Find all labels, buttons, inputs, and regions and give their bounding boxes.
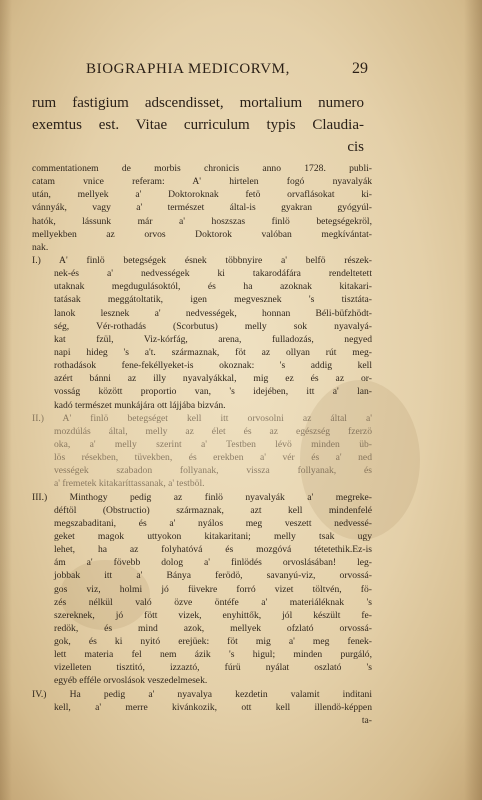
body-line: catam vnice referam: A' hirtelen fogó nyavalyák <box>32 176 372 188</box>
page-right-edge <box>464 0 482 800</box>
body-line: szereknek, jó fött vizek, enyhittők, jól készült fe- <box>54 609 372 621</box>
body-line: kadó természet munkájára ott lájjába bizván. <box>54 399 226 411</box>
body-line: hatók, lássunk már a' hoszszas finlö betegségekröl, <box>32 215 372 227</box>
body-line: azért bánni az illy nyavalyákkal, mig ez és az or- <box>54 373 372 385</box>
body-line: tatásak meggátoltatik, igen megvesznek 's tisztáta- <box>54 294 372 306</box>
body-line: vánnyák, vagy a' természet által-is gyakran gyógyúl- <box>32 202 372 214</box>
body-line: lös résekben, tüvekben, és erekben a' vér és a' ned <box>54 452 372 464</box>
body-line: vosság között proportio van, 's idejében, itt a' lan- <box>54 386 372 398</box>
page-number: 29 <box>352 60 368 77</box>
body-line: után, mellyek a' Doktoroknak fetö orvaflásokat ki- <box>32 189 372 201</box>
body-line: kat fzül, Viz-kórfág, arena, fulladozás, negyed <box>54 333 372 345</box>
running-head-title: BIOGRAPHIA MEDICORVM, <box>86 61 290 77</box>
latin-text-block <box>32 92 364 158</box>
body-line: nek-és a' nedvességek ki takarodáfára rendeltetett <box>54 268 372 280</box>
body-line: gos viz, holmi jó füvekre forró vizet töltvén, fö- <box>54 583 372 595</box>
hungarian-text-block <box>32 162 372 727</box>
latin-line: exemtus est. Vitae curriculum typis Claudia- <box>32 117 364 133</box>
body-line: III.) Minthogy pedig az finlö nyavalyák a' megreke- <box>32 491 372 503</box>
body-line: kell, a' merre kivánkozik, ott kell illendö-képpen <box>54 701 372 713</box>
body-line: zés nélkül való özve öntéfe a' materiáléknak 's <box>54 596 372 608</box>
latin-line: rum fastigium adscendisset, mortalium numero <box>32 95 364 111</box>
body-line: utaknak megdugulásoktól, és ha azoknak kitakari- <box>54 281 372 293</box>
body-line: oka, a' melly szerint a' Testben lévö minden üb- <box>54 438 372 450</box>
body-line: nak. <box>32 241 49 253</box>
body-line: lehet, ha az folyhatóvá és mozgóvá tétetethik.Ez-is <box>54 544 372 556</box>
latin-line: cis <box>347 139 364 155</box>
body-line: jobbak itt a' Bánya ferödö, savanyú-viz, orvossá- <box>54 570 372 582</box>
body-line: mozdúlás által, melly az élet és az egészség fzerzö <box>54 425 372 437</box>
body-line: lanok lesznek a' nedvességek, honnan Béli-büfzhödt- <box>54 307 372 319</box>
catchword: ta- <box>361 714 372 726</box>
body-line: gok, és ki nyitó erejüek: föt mig a' meg fenek- <box>54 636 372 648</box>
body-line: rothadások fene-fekéllyeket-is okoznak: 's addig kell <box>54 360 372 372</box>
body-line: ség, Vér-rothadás (Scorbutus) melly sok nyavalyá- <box>54 320 372 332</box>
body-line: egyéb efféle orvoslások veszedelmesek. <box>54 675 208 687</box>
body-line: II.) A' finlö betegséget kell itt orvosolni az által a' <box>32 412 372 424</box>
body-line: geket magok uttyokon kitakaritani; melly tsak ugy <box>54 530 372 542</box>
body-line: a' fremetek kitakaríttassanak, a' testböl. <box>54 478 205 490</box>
body-line: mellyekben az orvos Doktorok valóban megkívántat- <box>32 228 372 240</box>
body-line: IV.) Ha pedig a' nyavalya kezdetin valamit inditani <box>32 688 372 700</box>
body-line: lett materia fel nem ázik 's higul; minden purgáló, <box>54 649 372 661</box>
body-line: ám a' fövebb dolog a' finlödés orvoslásában! leg- <box>54 557 372 569</box>
body-line: commentationem de morbis chronicis anno 1728. publi- <box>32 163 372 174</box>
body-line: redök, és mind azok, mellyek ofzlató orvossá- <box>54 622 372 634</box>
running-header <box>86 60 368 78</box>
body-line: megszabaditani, és a' nyálos meg veszett nedvessé- <box>54 517 372 529</box>
page-left-edge <box>0 0 12 800</box>
body-line: vességek szabadon follyanak, vissza follyanak, és <box>54 465 372 477</box>
body-line: déftöl (Obstructio) származnak, azt kell mindenfelé <box>54 504 372 516</box>
body-line: I.) A' finlö betegségek ésnek többnyire a' belfö részek- <box>32 254 372 266</box>
body-line: vizelleten tisztitó, izzaztó, fúrü nyálat oszlató 's <box>54 662 372 674</box>
body-line: napi hideg 's a't. származnak, föt az ollyan rút meg- <box>54 346 372 358</box>
